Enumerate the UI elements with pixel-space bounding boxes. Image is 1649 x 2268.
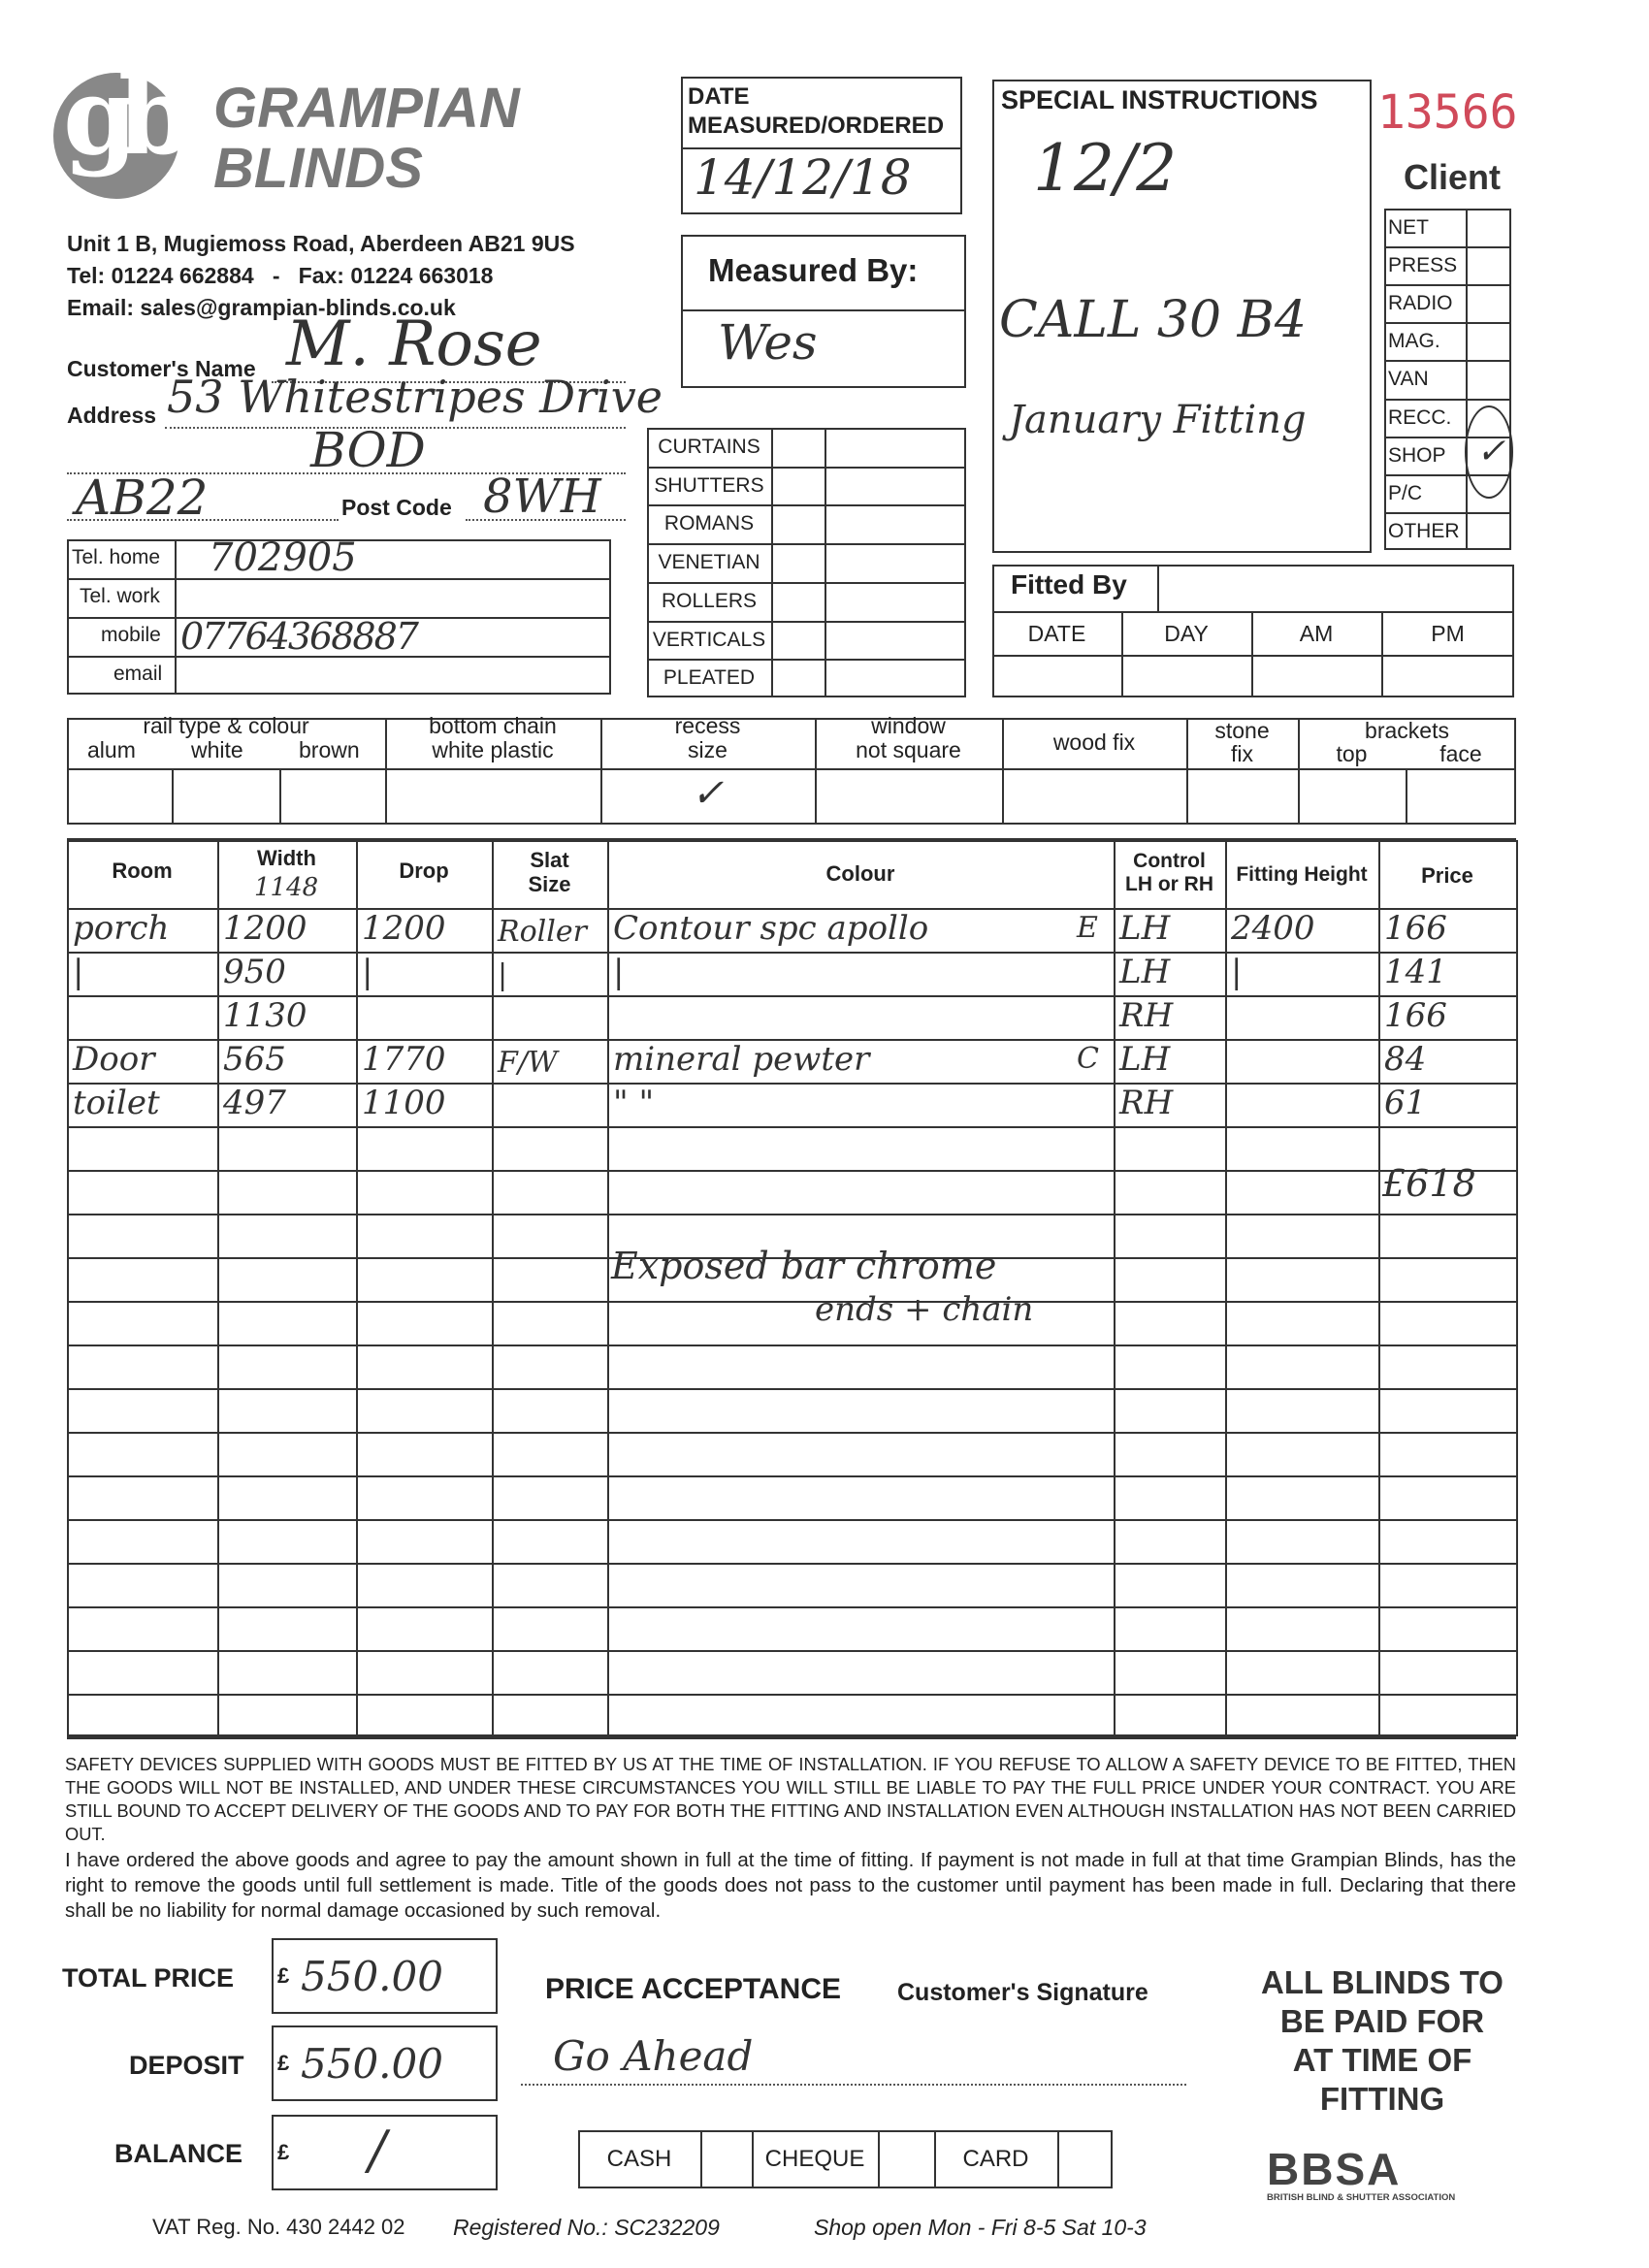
bottom-chain-label: bottom chain <box>429 713 557 738</box>
cell-room[interactable]: porch <box>73 909 170 948</box>
header-width: Width <box>257 846 316 870</box>
postcode[interactable]: 8WH <box>483 470 601 524</box>
payment-cheque[interactable]: CHEQUE <box>764 2146 865 2172</box>
header-slat: Slat <box>530 848 569 872</box>
date-label: DATE <box>688 83 750 110</box>
price-acceptance-label: PRICE ACCEPTANCE <box>545 1973 842 2005</box>
cell-room[interactable]: toilet <box>73 1084 160 1122</box>
client-option-recc[interactable]: RECC. <box>1388 405 1452 429</box>
cell-colour[interactable]: | <box>613 953 625 991</box>
measured-by-value[interactable]: Wes <box>718 314 818 371</box>
client-option-other[interactable]: OTHER <box>1388 519 1460 542</box>
fitted-date: DATE <box>1027 621 1086 646</box>
postcode-label: Post Code <box>341 495 452 520</box>
bbsa-logo <box>1267 2146 1492 2203</box>
company-logo: gb <box>44 73 213 204</box>
special-line3[interactable]: January Fitting <box>1009 398 1307 442</box>
client-label: Client <box>1404 157 1502 197</box>
special-line1[interactable]: 12/2 <box>1033 131 1178 206</box>
balance-label: BALANCE <box>114 2139 242 2168</box>
address-line3[interactable]: AB22 <box>76 470 209 526</box>
total-price-value: 550.00 <box>301 1953 443 2000</box>
brackets-face-label: face <box>1439 741 1482 766</box>
date-label-2: MEASURED/ORDERED <box>688 113 945 139</box>
note-line1: Exposed bar chrome <box>611 1245 997 1287</box>
cell-control[interactable]: RH <box>1119 996 1174 1035</box>
notice-line: ALL BLINDS TO <box>1261 1964 1504 2000</box>
company-address: Unit 1 B, Mugiemoss Road, Aberdeen AB21 9US <box>67 231 575 256</box>
cell-width[interactable]: 1130 <box>223 996 307 1035</box>
cell-drop[interactable]: 1100 <box>362 1084 446 1122</box>
company-name-line2: BLINDS <box>213 137 423 200</box>
cell-control[interactable]: LH <box>1119 1040 1171 1079</box>
rail-white-label: white <box>191 737 243 762</box>
rail-alum-label: alum <box>87 737 136 762</box>
fitted-day: DAY <box>1164 621 1209 646</box>
order-number: 13566 <box>1377 85 1518 140</box>
stone-label: stone <box>1214 718 1270 743</box>
note-line2: ends + chain <box>815 1290 1034 1329</box>
email-label: email <box>113 663 163 685</box>
stone-sub: fix <box>1231 741 1253 766</box>
cell-colour-code[interactable]: C <box>1077 1042 1099 1076</box>
cell-price[interactable]: 141 <box>1384 953 1447 991</box>
cell-price[interactable]: 166 <box>1384 996 1447 1035</box>
header-price: Price <box>1421 863 1473 888</box>
header-drop: Drop <box>399 859 449 883</box>
cell-fitting[interactable]: 2400 <box>1231 909 1315 948</box>
customer-name-label: Customer's Name <box>67 356 256 381</box>
payment-card[interactable]: CARD <box>962 2146 1029 2172</box>
registered-number: Registered No.: SC232209 <box>453 2215 720 2240</box>
shop-hours: Shop open Mon - Fri 8-5 Sat 10-3 <box>814 2215 1147 2240</box>
cell-colour-code[interactable]: E <box>1077 911 1098 945</box>
rail-brown-label: brown <box>299 737 360 762</box>
tel-home-label: Tel. home <box>72 546 161 568</box>
product-verticals[interactable]: VERTICALS <box>652 628 766 651</box>
cell-width[interactable]: 497 <box>223 1084 286 1122</box>
payment-cash[interactable]: CASH <box>606 2146 672 2172</box>
cell-control[interactable]: RH <box>1119 1084 1174 1122</box>
deposit-value: 550.00 <box>301 2040 443 2088</box>
balance-value: / <box>369 2120 387 2181</box>
wood-fix-label: wood fix <box>1052 729 1136 755</box>
cell-colour[interactable]: Contour spc apollo <box>613 909 929 948</box>
cell-room[interactable]: Door <box>73 1040 155 1079</box>
cell-slat[interactable]: | <box>498 958 508 992</box>
bbsa-logo-text: BBSA <box>1267 2144 1402 2194</box>
currency-symbol: £ <box>277 1963 290 1988</box>
window-sub: not square <box>856 737 961 762</box>
header-room: Room <box>112 859 173 883</box>
recess-check-icon[interactable]: ✓ <box>691 771 725 816</box>
cell-control[interactable]: LH <box>1119 909 1171 948</box>
client-option-net[interactable]: NET <box>1388 216 1429 239</box>
cell-price[interactable]: 61 <box>1384 1084 1427 1122</box>
client-option-radio[interactable]: RADIO <box>1388 292 1453 315</box>
cell-slat[interactable]: F/W <box>498 1046 558 1080</box>
address-line2[interactable]: BOD <box>310 422 426 478</box>
header-colour: Colour <box>825 861 895 886</box>
deposit-label: DEPOSIT <box>129 2051 244 2080</box>
company-name: GRAMPIAN <box>213 77 520 140</box>
header-fitting-height: Fitting Height <box>1236 863 1368 886</box>
brackets-top-label: top <box>1336 741 1368 766</box>
cell-drop[interactable]: 1200 <box>362 909 446 948</box>
shop-check-icon: ✓ <box>1476 432 1506 471</box>
header-control-2: LH or RH <box>1125 873 1213 895</box>
special-instructions-label: SPECIAL INSTRUCTIONS <box>1001 85 1318 114</box>
brackets-label: brackets <box>1365 718 1449 743</box>
payment-notice <box>1232 1963 1533 2119</box>
company-email: Email: sales@grampian-blinds.co.uk <box>67 295 456 320</box>
cell-drop[interactable]: 1770 <box>362 1040 446 1079</box>
customer-name[interactable]: M. Rose <box>286 308 542 380</box>
product-curtains[interactable]: CURTAINS <box>658 436 760 458</box>
total-price-label: TOTAL PRICE <box>62 1963 235 1993</box>
safety-text: SAFETY DEVICES SUPPLIED WITH GOODS MUST BE FITTED BY US AT THE TIME OF INSTALLATION. IF YOU REFUSE TO ALLOW A SAFETY DEVICE TO BE FITTED, THEN THE GOODS WILL NOT BE INSTALLED, AND UNDER THESE CIRCUMSTANCES YOU WILL STILL BE LIABLE TO PAY THE FULL PRICE UNDER YOUR CONTRACT. YOU ARE STILL BOUND TO ACCEPT DELIVERY OF THE GOODS AND TO PAY FOR BOTH THE FITTING AND INSTALLATION EVEN ALTHOUGH INSTALLATION HAS NOT BEEN CARRIED OUT. <box>65 1754 1516 1844</box>
product-romans[interactable]: ROMANS <box>663 512 755 535</box>
date-value[interactable]: 14/12/18 <box>694 149 912 206</box>
cell-width[interactable]: 1200 <box>223 909 307 948</box>
agreement-text: I have ordered the above goods and agree to pay the amount shown in full at the time of fitting. If payment is not made in full at that time Grampian Blinds, has the right to remove the goods until full settlement is made. Title of the goods does not pass to the customer until payment has been made in full. Declaring that there shall be no liability for normal damage occasioned by such removal. <box>65 1849 1516 1922</box>
cell-colour[interactable]: " " <box>613 1084 655 1122</box>
mobile-value[interactable]: 07764368887 <box>180 615 417 658</box>
cell-drop[interactable]: | <box>362 953 373 991</box>
cell-room[interactable]: | <box>73 953 84 991</box>
header-control: Control <box>1133 850 1206 872</box>
cell-control[interactable]: LH <box>1119 953 1171 991</box>
fitted-by-label: Fitted By <box>1011 569 1127 599</box>
window-label: window <box>871 713 946 738</box>
cell-colour[interactable]: mineral pewter <box>613 1040 870 1079</box>
client-option-mag[interactable]: MAG. <box>1388 330 1440 353</box>
product-rollers[interactable]: ROLLERS <box>661 589 758 612</box>
notice-line: FITTING <box>1319 2081 1445 2117</box>
signature-label: Customer's Signature <box>897 1979 1148 2006</box>
fitted-am: AM <box>1299 621 1334 646</box>
mobile-label: mobile <box>101 624 161 646</box>
bottom-chain-sub: white plastic <box>432 737 554 762</box>
vat-number: VAT Reg. No. 430 2442 02 <box>152 2215 405 2239</box>
customer-signature[interactable]: Go Ahead <box>553 2032 754 2080</box>
bbsa-tagline: BRITISH BLIND & SHUTTER ASSOCIATION <box>1267 2192 1456 2203</box>
recess-label: recess <box>674 713 741 738</box>
tel-work-label: Tel. work <box>80 585 160 607</box>
rail-type-label: rail type & colour <box>143 713 309 738</box>
fitted-pm: PM <box>1431 621 1465 646</box>
currency-symbol: £ <box>277 2140 290 2164</box>
cell-width[interactable]: 950 <box>223 953 286 991</box>
product-venetian[interactable]: VENETIAN <box>658 551 760 574</box>
currency-symbol: £ <box>277 2051 290 2075</box>
tel-home-value[interactable]: 702905 <box>209 535 357 580</box>
client-option-van[interactable]: VAN <box>1388 368 1429 391</box>
client-option-press[interactable]: PRESS <box>1388 254 1458 277</box>
cell-price[interactable]: 84 <box>1384 1040 1427 1079</box>
client-option-pc[interactable]: P/C <box>1388 481 1423 504</box>
product-shutters[interactable]: SHUTTERS <box>654 473 764 497</box>
header-size: Size <box>528 872 571 896</box>
company-phone: Tel: 01224 662884 - Fax: 01224 663018 <box>67 263 494 288</box>
address-line1[interactable]: 53 Whitestripes Drive <box>167 371 663 423</box>
width-correction: 1148 <box>254 873 319 902</box>
cell-price[interactable]: 166 <box>1384 909 1447 948</box>
notice-line: AT TIME OF <box>1292 2042 1472 2078</box>
cell-slat[interactable]: Roller <box>498 915 587 949</box>
measured-by-label: Measured By: <box>708 252 919 288</box>
address-label: Address <box>67 403 157 428</box>
special-line2[interactable]: CALL 30 B4 <box>999 291 1307 349</box>
product-pleated[interactable]: PLEATED <box>663 666 756 690</box>
notice-line: BE PAID FOR <box>1279 2003 1485 2039</box>
cell-fitting[interactable]: | <box>1231 953 1243 991</box>
recess-sub: size <box>688 737 728 762</box>
table-total: £618 <box>1382 1162 1476 1205</box>
client-option-shop[interactable]: SHOP <box>1388 443 1446 467</box>
cell-width[interactable]: 565 <box>223 1040 286 1079</box>
